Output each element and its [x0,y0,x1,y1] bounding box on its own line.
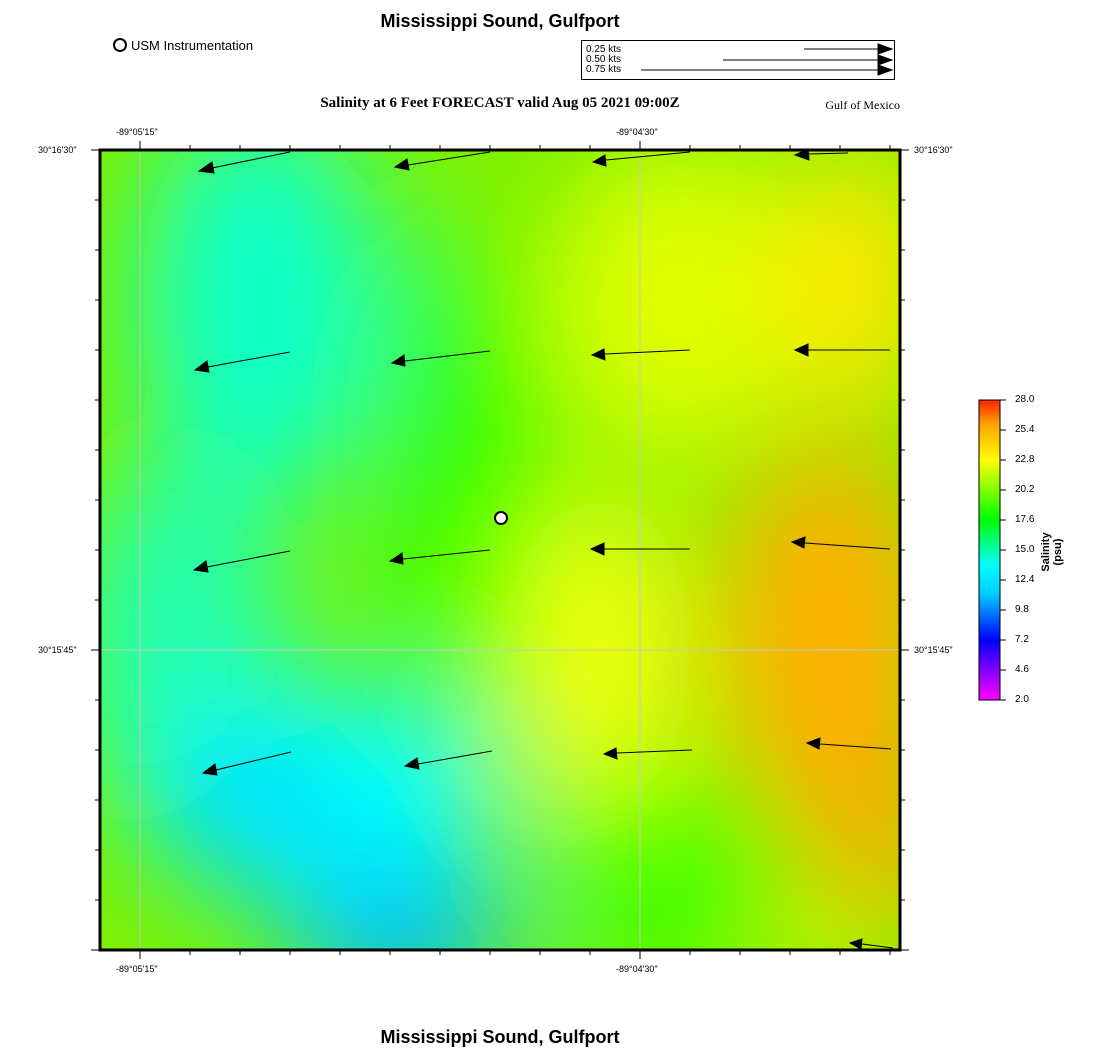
colorbar-tick: 9.8 [1015,604,1029,615]
lon-label-top-1: -89°05'15" [116,127,158,137]
speed-label-075: 0.75 kts [586,64,622,75]
lon-label-bottom-2: -89°04'30" [616,964,658,974]
lat-label-left-2: 30°15'45" [38,645,77,655]
colorbar-tick: 22.8 [1015,454,1035,465]
colorbar [979,400,1006,700]
colorbar-tick: 25.4 [1015,424,1035,435]
usm-legend-label: USM Instrumentation [131,37,254,53]
colorbar-tick: 20.2 [1015,484,1035,495]
colorbar-tick: 2.0 [1015,694,1029,705]
colorbar-tick: 15.0 [1015,544,1035,555]
colorbar-tick: 7.2 [1015,634,1029,645]
speed-label-050: 0.50 kts [586,54,622,65]
colorbar-tick: 28.0 [1015,394,1035,405]
lat-label-right-1: 30°16'30" [914,145,953,155]
speed-label-025: 0.25 kts [586,44,622,55]
lat-label-left-1: 30°16'30" [38,145,77,155]
colorbar-tick: 4.6 [1015,664,1029,675]
lon-label-bottom-1: -89°05'15" [116,964,158,974]
map-subtitle: Salinity at 6 Feet FORECAST valid Aug 05 2021 09:00Z [320,95,680,111]
lat-label-right-2: 30°15'45" [914,645,953,655]
colorbar-tick: 17.6 [1015,514,1035,525]
map-title: Mississippi Sound, Gulfport [380,11,620,31]
salinity-field [70,100,940,1005]
region-label: Gulf of Mexico [825,98,900,112]
footer-title: Mississippi Sound, Gulfport [380,1027,620,1047]
usm-station-marker[interactable] [495,512,507,524]
colorbar-tick: 12.4 [1015,574,1035,585]
colorbar-title: Salinity (psu) [1040,532,1064,572]
lon-label-top-2: -89°04'30" [616,127,658,137]
